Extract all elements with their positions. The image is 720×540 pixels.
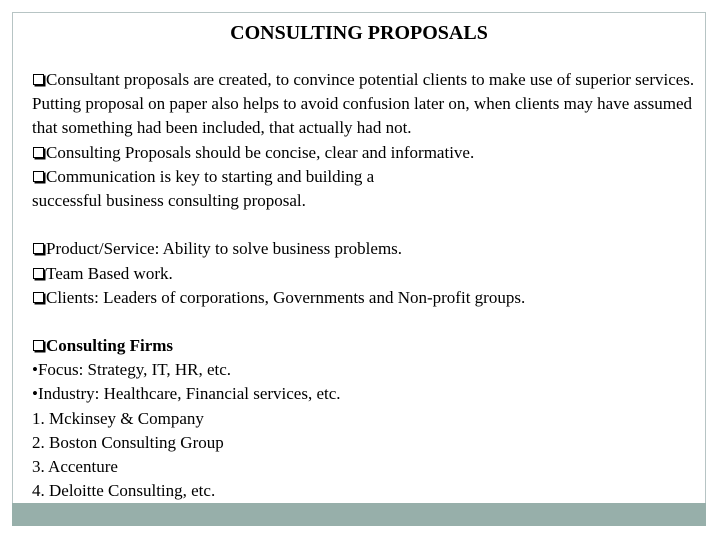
checkbox-bullet-icon [33, 171, 44, 182]
bullet-paragraph-3 [32, 165, 702, 189]
spacer [32, 213, 702, 237]
slide-title: CONSULTING PROPOSALS [230, 22, 488, 44]
bullet-paragraph-2 [32, 141, 702, 165]
paragraph-1-text: Consultant proposals are created, to convince potential clients to make use of superior services. Putting proposal on paper also helps to avoid confusion later on, when clients may have assumed that something had been included, that actually had not. [32, 70, 695, 138]
firm-list-item: 4. Deloitte Consulting, etc. [32, 481, 216, 501]
checkbox-bullet-icon [33, 268, 44, 279]
paragraph-4-text: Product/Service: Ability to solve business problems. [46, 239, 403, 259]
firms-focus: •Focus: Strategy, IT, HR, etc. [32, 360, 232, 380]
checkbox-bullet-icon [33, 147, 44, 158]
firm-list-item: 1. Mckinsey & Company [32, 408, 204, 428]
firm-list-item: 3. Accenture [32, 457, 118, 477]
bullet-paragraph-4 [32, 237, 702, 261]
bottom-color-band [12, 503, 706, 526]
bullet-paragraph-6 [32, 286, 702, 310]
firms-industry: •Industry: Healthcare, Financial services, etc. [32, 384, 341, 404]
firm-list-item: 2. Boston Consulting Group [32, 432, 224, 452]
checkbox-bullet-icon [33, 243, 44, 254]
paragraph-2-text: Consulting Proposals should be concise, clear and informative. [46, 142, 475, 162]
bullet-paragraph-5 [32, 262, 702, 286]
consulting-firms-heading-row [32, 334, 702, 358]
paragraph-6-text: Clients: Leaders of corporations, Governments and Non-profit groups. [46, 287, 526, 307]
bullet-paragraph-1 [32, 68, 702, 141]
paragraph-3-text-a: Communication is key to starting and building a [46, 166, 375, 186]
paragraph-3-continuation: successful business consulting proposal. [32, 190, 306, 210]
checkbox-bullet-icon [33, 340, 44, 351]
consulting-firms-heading: Consulting Firms [46, 336, 174, 356]
slide-body [32, 68, 702, 503]
checkbox-bullet-icon [33, 74, 44, 85]
spacer [32, 310, 702, 334]
checkbox-bullet-icon [33, 292, 44, 303]
paragraph-5-text: Team Based work. [46, 263, 173, 283]
